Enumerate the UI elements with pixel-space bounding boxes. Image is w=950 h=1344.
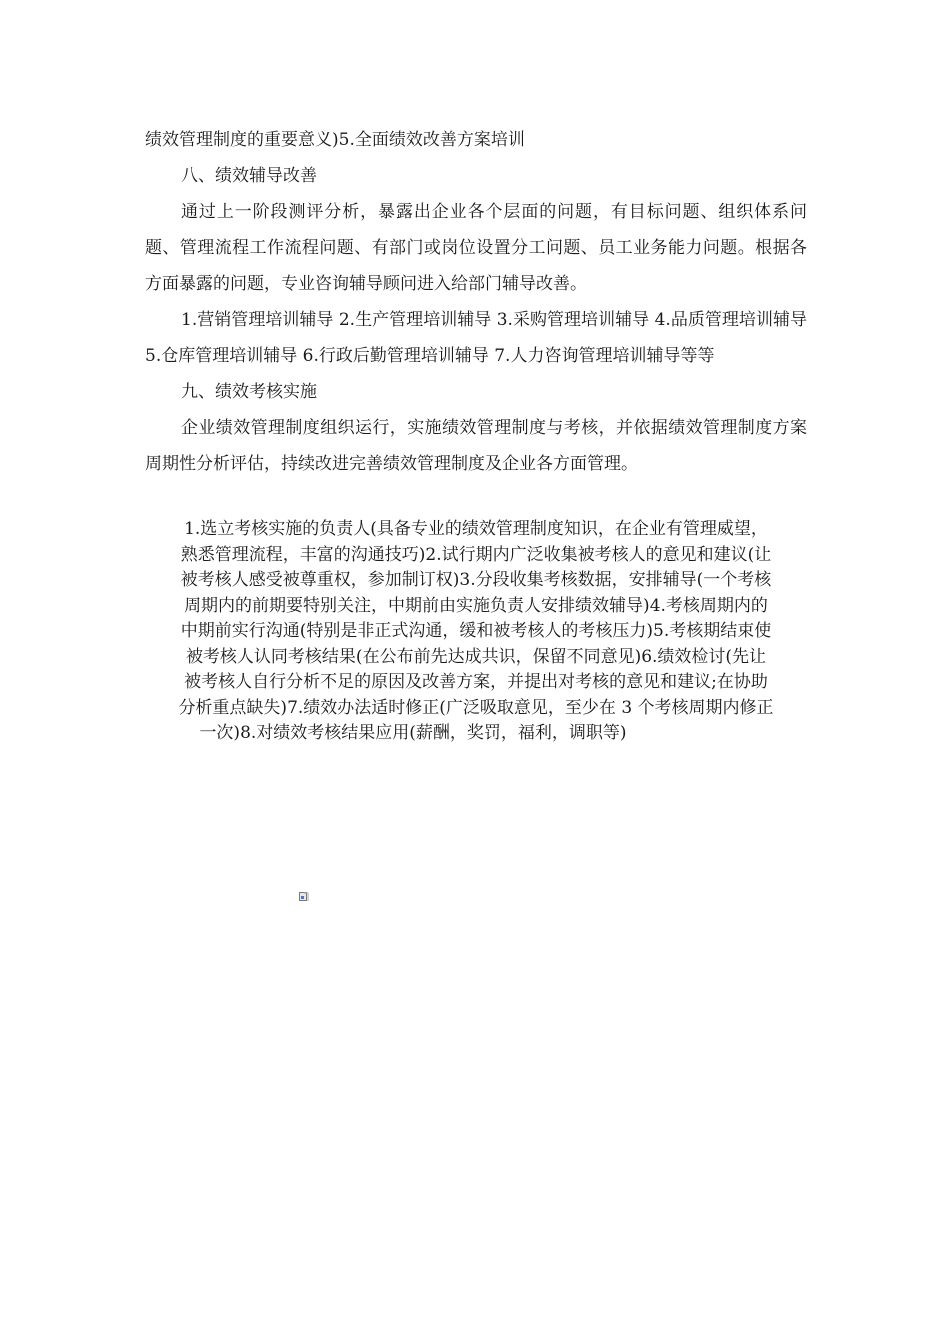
paragraph-continuation: 绩效管理制度的重要意义)5.全面绩效改善方案培训 (145, 130, 525, 150)
section-heading-8: 八、绩效辅导改善 (181, 166, 317, 186)
section-heading-9: 九、绩效考核实施 (181, 382, 317, 402)
broken-image-icon (299, 892, 309, 902)
paragraph-coaching-list: 1.营销管理培训辅导 2.生产管理培训辅导 3.采购管理培训辅导 4.品质管理培训辅导 5.仓库管理培训辅导 6.行政后勤管理培训辅导 7.人力咨询管理培训辅导等等 (145, 310, 807, 366)
body-text (145, 122, 807, 482)
implementation-steps-block (142, 517, 810, 747)
steps-line: 被考核人感受被尊重权，参加制订权)3.分段收集考核数据，安排辅导(一个考核 (180, 570, 772, 590)
paragraph-implementation-intro: 企业绩效管理制度组织运行，实施绩效管理制度与考核，并依据绩效管理制度方案周期性分析评估，持续改进完善绩效管理制度及企业各方面管理。 (145, 418, 807, 474)
steps-line: 1.选立考核实施的负责人(具备专业的绩效管理制度知识，在企业有管理威望， (184, 519, 768, 539)
paragraph-coaching-intro: 通过上一阶段测评分析，暴露出企业各个层面的问题，有目标问题、组织体系问题、管理流程工作流程问题、有部门或岗位设置分工问题、员工业务能力问题。根据各方面暴露的问题，专业咨询辅导顾问进入给部门辅导改善。 (145, 202, 807, 294)
steps-line: 熟悉管理流程，丰富的沟通技巧)2.试行期内广泛收集被考核人的意见和建议(让 (180, 544, 772, 565)
steps-line: 中期前实行沟通(特别是非正式沟通，缓和被考核人的考核压力)5.考核期结束使 (180, 621, 772, 641)
steps-line: 一次)8.对绩效考核结果应用(薪酬，奖罚，福利，调职等) (199, 723, 627, 743)
steps-line: 周期内的前期要特别关注，中期前由实施负责人安排绩效辅导)4.考核周期内的 (184, 595, 768, 616)
steps-line: 被考核人自行分析不足的原因及改善方案，并提出对考核的意见和建议;在协助 (184, 672, 768, 692)
steps-line: 分析重点缺失)7.绩效办法适时修正(广泛吸取意见，至少在 3 个考核周期内修正 (178, 697, 774, 718)
steps-line: 被考核人认同考核结果(在公布前先达成共识，保留不同意见)6.绩效检讨(先让 (185, 646, 767, 667)
